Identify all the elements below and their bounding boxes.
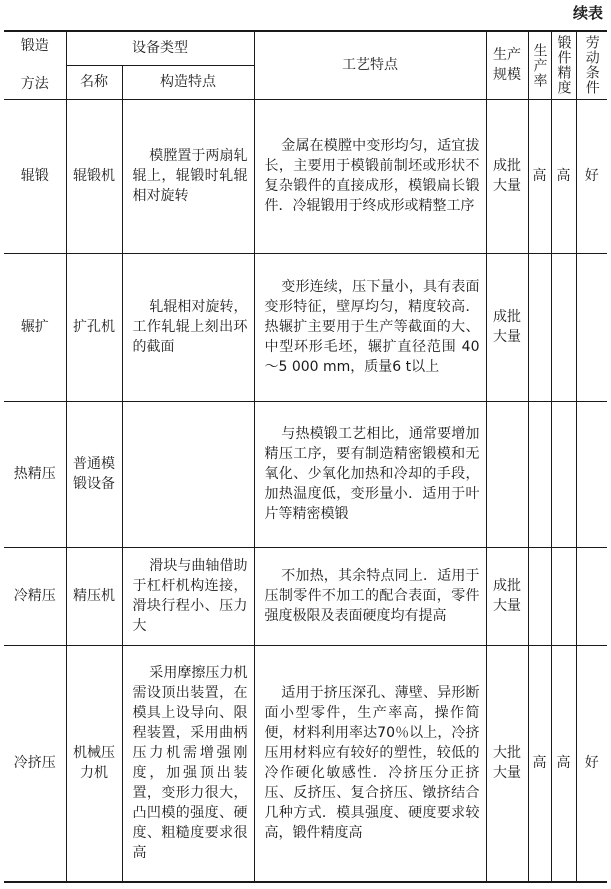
row-scale [486, 401, 528, 547]
row-process: 适用于挤压深孔、薄壁、异形断面小型零件，生产率高，操作简便，材料利用率达70％以上，冷挤压用材料应有较好的塑性，较低的冷作硬化敏感性．冷挤压分正挤压、反挤压、复合挤压、镦挤结合几种方式．模具强度、硬度要求较高，锻件精度高 [254, 645, 486, 882]
row-productivity [528, 547, 551, 645]
table-row [4, 99, 607, 253]
row-precision [551, 547, 576, 645]
row-labor [576, 253, 607, 401]
row-name: 普通模锻设备 [66, 401, 122, 547]
row-scale: 成批大量 [486, 547, 528, 645]
row-structure: 模膛置于两扇轧辊上，辊锻时轧辊相对旋转 [122, 99, 254, 253]
header-method-line2: 方法 [20, 76, 49, 93]
row-name: 精压机 [66, 547, 122, 645]
header-equipment-type: 设备类型 [66, 31, 254, 65]
row-method: 冷精压 [4, 547, 66, 645]
row-structure: 滑块与曲轴借助于杠杆机构连接，滑块行程小、压力大 [122, 547, 254, 645]
table-row [4, 401, 607, 547]
row-name: 机械压力机 [66, 645, 122, 882]
row-process: 与热模锻工艺相比，通常要增加精压工序，要有制造精密锻模和无氧化、少氧化加热和冷却的手段，加热温度低，变形量小．适用于叶片等精密模锻 [254, 401, 486, 547]
header-productivity [528, 31, 551, 99]
header-method [4, 31, 66, 99]
row-process: 金属在模膛中变形均匀，适宜拔长，主要用于模锻前制坯或形状不复杂锻件的直接成形，模锻扁长锻件．冷辊锻用于终成形或精整工序 [254, 99, 486, 253]
row-method: 冷挤压 [4, 645, 66, 882]
row-structure [122, 401, 254, 547]
row-process: 不加热，其余特点同上．适用于压制零件不加工的配合表面，零件强度极限及表面硬度均有提高 [254, 547, 486, 645]
row-name: 辊锻机 [66, 99, 122, 253]
header-row-1 [4, 31, 607, 65]
table-caption: 续表 [572, 4, 603, 22]
row-productivity [528, 253, 551, 401]
row-labor: 好 [576, 99, 607, 253]
row-productivity [528, 401, 551, 547]
header-process: 工艺特点 [254, 31, 486, 99]
table-row [4, 253, 607, 401]
row-labor [576, 401, 607, 547]
row-name: 扩孔机 [66, 253, 122, 401]
row-scale: 大批大量 [486, 645, 528, 882]
header-labor-text: 劳动条件 [583, 35, 600, 96]
header-productivity-text: 生产率 [531, 42, 548, 88]
row-structure: 采用摩擦压力机需设顶出装置，在模具上设导向、限程装置，采用曲柄压力机需增强刚度，加强顶出装置，变形力很大，凸凹模的强度、硬度、粗糙度要求很高 [122, 645, 254, 882]
header-scale [486, 31, 528, 99]
row-labor [576, 547, 607, 645]
row-method: 辊锻 [4, 99, 66, 253]
header-name: 名称 [66, 65, 122, 99]
header-precision-text: 锻件精度 [555, 35, 572, 96]
header-scale-line2: 规模 [493, 67, 521, 84]
table-row [4, 547, 607, 645]
table-row [4, 645, 607, 882]
row-process: 变形连续，压下量小，具有表面变形特征，壁厚均匀，精度较高．热辗扩主要用于生产等截面的大、中型环形毛坯，辗扩直径范围 40～5 000 mm，质量6 t以上 [254, 253, 486, 401]
row-method: 辗扩 [4, 253, 66, 401]
row-scale: 成批大量 [486, 253, 528, 401]
row-productivity: 高 [528, 99, 551, 253]
header-labor [576, 31, 607, 99]
header-scale-line1: 生产 [493, 47, 521, 64]
row-precision [551, 253, 576, 401]
row-scale: 成批大量 [486, 99, 528, 253]
header-structure: 构造特点 [122, 65, 254, 99]
row-method: 热精压 [4, 401, 66, 547]
row-productivity: 高 [528, 645, 551, 882]
row-precision [551, 401, 576, 547]
row-structure: 轧辊相对旋转，工作轧辊上刻出环的截面 [122, 253, 254, 401]
row-precision: 高 [551, 645, 576, 882]
forging-methods-table [4, 30, 607, 883]
row-labor: 好 [576, 645, 607, 882]
row-precision: 高 [551, 99, 576, 253]
header-method-line1: 锻造 [20, 38, 49, 55]
header-precision [551, 31, 576, 99]
